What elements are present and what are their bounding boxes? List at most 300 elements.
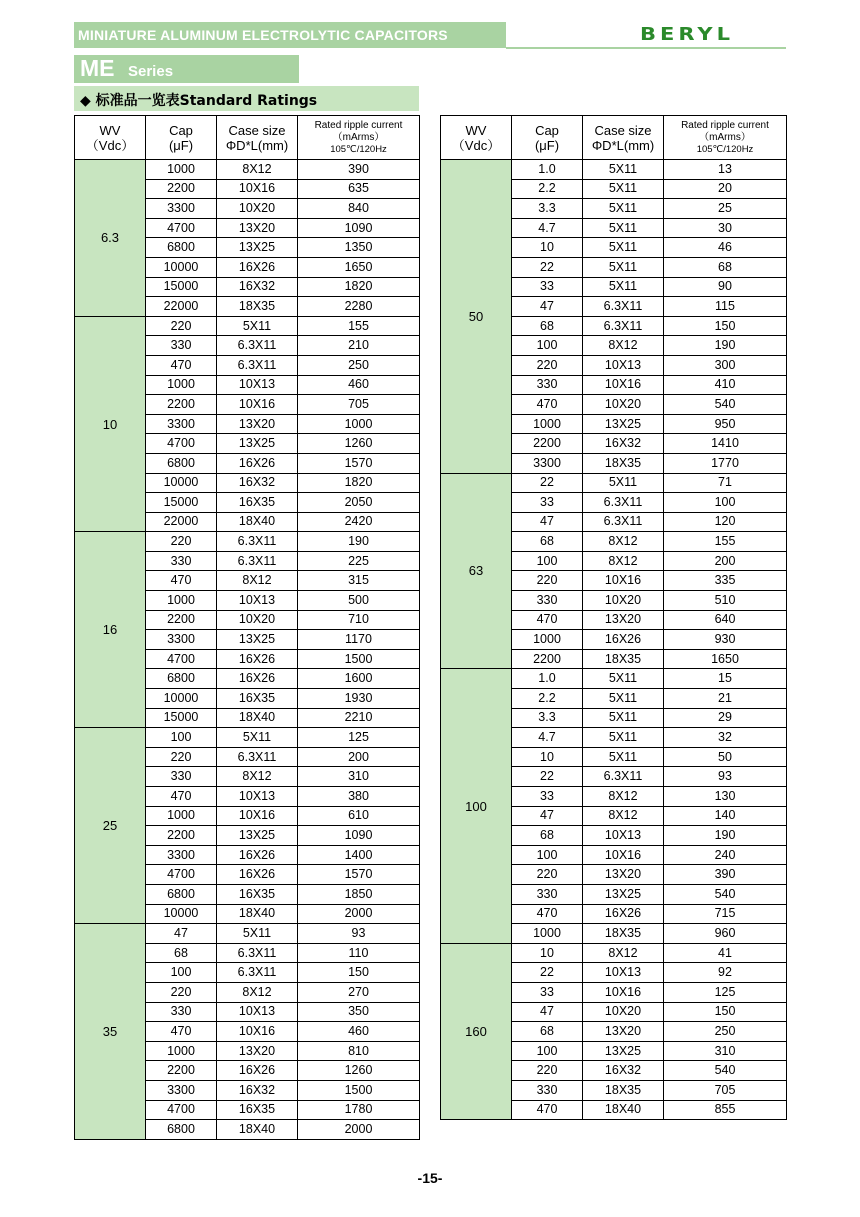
ripple-cell: 1930 xyxy=(298,689,420,709)
cap-cell: 220 xyxy=(512,865,583,885)
ripple-cell: 1090 xyxy=(298,826,420,846)
case-size-cell: 8X12 xyxy=(217,982,298,1002)
ripple-cell: 200 xyxy=(298,747,420,767)
cap-cell: 47 xyxy=(512,512,583,532)
cap-cell: 1000 xyxy=(512,414,583,434)
case-size-cell: 18X40 xyxy=(583,1100,664,1120)
table-header-row xyxy=(441,116,787,160)
ripple-cell: 1090 xyxy=(298,218,420,238)
header-divider xyxy=(506,47,786,49)
ripple-cell: 130 xyxy=(664,787,787,807)
ripple-cell: 500 xyxy=(298,591,420,611)
cap-cell: 15000 xyxy=(146,277,217,297)
cap-cell: 2200 xyxy=(146,826,217,846)
wv-cell: 25 xyxy=(75,728,146,924)
case-size-cell: 5X11 xyxy=(583,728,664,748)
case-size-cell: 18X40 xyxy=(217,904,298,924)
case-size-cell: 13X20 xyxy=(217,1041,298,1061)
wv-cell: 10 xyxy=(75,316,146,532)
cap-cell: 100 xyxy=(512,336,583,356)
ripple-cell: 190 xyxy=(664,826,787,846)
cap-cell: 10 xyxy=(512,943,583,963)
case-size-cell: 13X20 xyxy=(583,1022,664,1042)
cap-cell: 10 xyxy=(512,238,583,258)
case-size-cell: 16X32 xyxy=(583,434,664,454)
ripple-cell: 21 xyxy=(664,689,787,709)
ripple-cell: 25 xyxy=(664,199,787,219)
cap-cell: 22 xyxy=(512,963,583,983)
ripple-cell: 68 xyxy=(664,257,787,277)
cap-cell: 10000 xyxy=(146,257,217,277)
table-row xyxy=(75,728,420,748)
table-row xyxy=(75,532,420,552)
case-size-cell: 18X35 xyxy=(583,924,664,944)
case-size-cell: 8X12 xyxy=(217,571,298,591)
ripple-cell: 29 xyxy=(664,708,787,728)
col-header-cap: Cap (μF) xyxy=(146,116,217,160)
case-size-cell: 10X16 xyxy=(217,806,298,826)
ripple-cell: 1570 xyxy=(298,453,420,473)
col-header-cap: Cap (μF) xyxy=(512,116,583,160)
case-size-cell: 16X32 xyxy=(217,473,298,493)
ripple-cell: 2000 xyxy=(298,1120,420,1140)
cap-cell: 1.0 xyxy=(512,669,583,689)
case-size-cell: 5X11 xyxy=(217,728,298,748)
cap-cell: 220 xyxy=(512,355,583,375)
cap-cell: 3.3 xyxy=(512,708,583,728)
page-number: -15- xyxy=(417,1170,443,1186)
case-size-cell: 10X20 xyxy=(583,395,664,415)
cap-cell: 47 xyxy=(512,297,583,317)
cap-cell: 330 xyxy=(146,767,217,787)
ripple-cell: 1350 xyxy=(298,238,420,258)
ripple-cell: 310 xyxy=(664,1041,787,1061)
case-size-cell: 8X12 xyxy=(583,336,664,356)
case-size-cell: 5X11 xyxy=(583,218,664,238)
case-size-cell: 6.3X11 xyxy=(217,355,298,375)
section-heading xyxy=(74,86,419,111)
cap-cell: 330 xyxy=(512,375,583,395)
col-header-wv: WV （Vdc） xyxy=(75,116,146,160)
case-size-cell: 10X13 xyxy=(583,963,664,983)
case-size-cell: 6.3X11 xyxy=(217,943,298,963)
ripple-cell: 1570 xyxy=(298,865,420,885)
ripple-cell: 460 xyxy=(298,375,420,395)
wv-cell: 35 xyxy=(75,924,146,1140)
ripple-cell: 540 xyxy=(664,1061,787,1081)
cap-cell: 47 xyxy=(512,806,583,826)
case-size-cell: 16X32 xyxy=(217,277,298,297)
ripple-cell: 155 xyxy=(664,532,787,552)
case-size-cell: 6.3X11 xyxy=(217,336,298,356)
case-size-cell: 13X25 xyxy=(583,414,664,434)
wv-cell: 50 xyxy=(441,160,512,474)
ripple-cell: 1650 xyxy=(298,257,420,277)
ripple-cell: 855 xyxy=(664,1100,787,1120)
cap-cell: 68 xyxy=(512,532,583,552)
cap-cell: 100 xyxy=(512,551,583,571)
case-size-cell: 18X40 xyxy=(217,1120,298,1140)
case-size-cell: 5X11 xyxy=(217,924,298,944)
ripple-cell: 270 xyxy=(298,982,420,1002)
case-size-cell: 18X35 xyxy=(583,453,664,473)
cap-cell: 1000 xyxy=(512,924,583,944)
ripple-cell: 1850 xyxy=(298,884,420,904)
ripple-cell: 150 xyxy=(298,963,420,983)
cap-cell: 1000 xyxy=(146,591,217,611)
cap-cell: 68 xyxy=(512,1022,583,1042)
cap-cell: 470 xyxy=(146,787,217,807)
ripple-cell: 1500 xyxy=(298,649,420,669)
table-body-right xyxy=(441,160,787,1120)
cap-cell: 33 xyxy=(512,277,583,297)
case-size-cell: 5X11 xyxy=(583,199,664,219)
ripple-cell: 93 xyxy=(298,924,420,944)
section-title: ◆ 标准品一览表Standard Ratings xyxy=(80,93,318,109)
ripple-cell: 50 xyxy=(664,747,787,767)
cap-cell: 4.7 xyxy=(512,218,583,238)
cap-cell: 68 xyxy=(512,316,583,336)
case-size-cell: 16X26 xyxy=(217,1061,298,1081)
ripple-cell: 705 xyxy=(298,395,420,415)
case-size-cell: 6.3X11 xyxy=(583,493,664,513)
cap-cell: 6800 xyxy=(146,1120,217,1140)
ripple-cell: 540 xyxy=(664,884,787,904)
case-size-cell: 16X35 xyxy=(217,1100,298,1120)
cap-cell: 4700 xyxy=(146,649,217,669)
table-row xyxy=(441,669,787,689)
case-size-cell: 18X35 xyxy=(583,649,664,669)
ripple-cell: 2420 xyxy=(298,512,420,532)
cap-cell: 4700 xyxy=(146,1100,217,1120)
case-size-cell: 18X35 xyxy=(217,297,298,317)
ripple-cell: 350 xyxy=(298,1002,420,1022)
table-row xyxy=(75,924,420,944)
case-size-cell: 13X25 xyxy=(583,884,664,904)
ripple-cell: 2210 xyxy=(298,708,420,728)
case-size-cell: 18X40 xyxy=(217,512,298,532)
ripple-cell: 460 xyxy=(298,1022,420,1042)
case-size-cell: 5X11 xyxy=(583,473,664,493)
cap-cell: 47 xyxy=(512,1002,583,1022)
cap-cell: 3300 xyxy=(146,199,217,219)
ripple-cell: 380 xyxy=(298,787,420,807)
cap-cell: 470 xyxy=(512,1100,583,1120)
cap-cell: 1000 xyxy=(146,806,217,826)
wv-cell: 100 xyxy=(441,669,512,943)
ripple-cell: 125 xyxy=(664,982,787,1002)
case-size-cell: 16X26 xyxy=(583,904,664,924)
case-size-cell: 6.3X11 xyxy=(583,316,664,336)
case-size-cell: 8X12 xyxy=(217,767,298,787)
table-row xyxy=(441,160,787,180)
series-suffix: Series xyxy=(128,63,174,80)
ripple-cell: 150 xyxy=(664,316,787,336)
cap-cell: 6800 xyxy=(146,669,217,689)
cap-cell: 220 xyxy=(146,747,217,767)
ripple-cell: 41 xyxy=(664,943,787,963)
ripple-cell: 1170 xyxy=(298,630,420,650)
cap-cell: 2200 xyxy=(146,1061,217,1081)
ripple-cell: 2280 xyxy=(298,297,420,317)
series-name: ME xyxy=(80,55,115,81)
ripple-cell: 13 xyxy=(664,160,787,180)
ripple-cell: 810 xyxy=(298,1041,420,1061)
ripple-cell: 710 xyxy=(298,610,420,630)
ripple-cell: 15 xyxy=(664,669,787,689)
ripple-cell: 1400 xyxy=(298,845,420,865)
ripple-cell: 705 xyxy=(664,1080,787,1100)
cap-cell: 470 xyxy=(146,1022,217,1042)
ripple-cell: 635 xyxy=(298,179,420,199)
col-header-case-size: Case size ΦD*L(mm) xyxy=(217,116,298,160)
case-size-cell: 16X26 xyxy=(583,630,664,650)
cap-cell: 220 xyxy=(512,1061,583,1081)
case-size-cell: 8X12 xyxy=(583,806,664,826)
ripple-cell: 110 xyxy=(298,943,420,963)
case-size-cell: 8X12 xyxy=(217,160,298,180)
ripple-cell: 390 xyxy=(298,160,420,180)
case-size-cell: 16X26 xyxy=(217,669,298,689)
case-size-cell: 10X20 xyxy=(583,1002,664,1022)
case-size-cell: 16X26 xyxy=(217,865,298,885)
ripple-cell: 210 xyxy=(298,336,420,356)
case-size-cell: 10X16 xyxy=(583,982,664,1002)
case-size-cell: 16X35 xyxy=(217,689,298,709)
cap-cell: 6800 xyxy=(146,238,217,258)
cap-cell: 100 xyxy=(146,963,217,983)
cap-cell: 68 xyxy=(146,943,217,963)
case-size-cell: 5X11 xyxy=(583,747,664,767)
cap-cell: 100 xyxy=(146,728,217,748)
case-size-cell: 5X11 xyxy=(583,708,664,728)
cap-cell: 100 xyxy=(512,845,583,865)
ripple-cell: 30 xyxy=(664,218,787,238)
ripple-cell: 1260 xyxy=(298,1061,420,1081)
ripple-cell: 1820 xyxy=(298,473,420,493)
case-size-cell: 16X26 xyxy=(217,845,298,865)
cap-cell: 33 xyxy=(512,493,583,513)
case-size-cell: 5X11 xyxy=(583,277,664,297)
cap-cell: 470 xyxy=(512,904,583,924)
ripple-cell: 950 xyxy=(664,414,787,434)
ripple-cell: 410 xyxy=(664,375,787,395)
col-header-case-size: Case size ΦD*L(mm) xyxy=(583,116,664,160)
ripple-cell: 1260 xyxy=(298,434,420,454)
ripple-cell: 46 xyxy=(664,238,787,258)
case-size-cell: 10X20 xyxy=(583,591,664,611)
ripple-cell: 250 xyxy=(298,355,420,375)
case-size-cell: 6.3X11 xyxy=(583,297,664,317)
case-size-cell: 5X11 xyxy=(583,689,664,709)
table-row xyxy=(441,943,787,963)
ripple-cell: 225 xyxy=(298,551,420,571)
ripple-cell: 715 xyxy=(664,904,787,924)
cap-cell: 1.0 xyxy=(512,160,583,180)
case-size-cell: 13X25 xyxy=(583,1041,664,1061)
cap-cell: 1000 xyxy=(146,375,217,395)
ripple-cell: 100 xyxy=(664,493,787,513)
cap-cell: 6800 xyxy=(146,453,217,473)
ripple-cell: 1600 xyxy=(298,669,420,689)
case-size-cell: 16X32 xyxy=(217,1080,298,1100)
ripple-cell: 125 xyxy=(298,728,420,748)
cap-cell: 2.2 xyxy=(512,179,583,199)
ripple-cell: 250 xyxy=(664,1022,787,1042)
ripple-cell: 190 xyxy=(298,532,420,552)
cap-cell: 330 xyxy=(146,1002,217,1022)
case-size-cell: 13X20 xyxy=(217,218,298,238)
cap-cell: 15000 xyxy=(146,708,217,728)
cap-cell: 330 xyxy=(146,336,217,356)
cap-cell: 330 xyxy=(146,551,217,571)
wv-cell: 160 xyxy=(441,943,512,1119)
case-size-cell: 10X13 xyxy=(217,787,298,807)
cap-cell: 47 xyxy=(146,924,217,944)
wv-cell: 63 xyxy=(441,473,512,669)
case-size-cell: 16X35 xyxy=(217,493,298,513)
cap-cell: 330 xyxy=(512,884,583,904)
ripple-cell: 150 xyxy=(664,1002,787,1022)
cap-cell: 15000 xyxy=(146,493,217,513)
ripple-cell: 335 xyxy=(664,571,787,591)
cap-cell: 330 xyxy=(512,591,583,611)
case-size-cell: 16X32 xyxy=(583,1061,664,1081)
cap-cell: 3.3 xyxy=(512,199,583,219)
cap-cell: 220 xyxy=(146,532,217,552)
cap-cell: 220 xyxy=(146,982,217,1002)
case-size-cell: 10X13 xyxy=(583,826,664,846)
case-size-cell: 10X13 xyxy=(583,355,664,375)
ripple-cell: 2050 xyxy=(298,493,420,513)
ripple-cell: 1410 xyxy=(664,434,787,454)
ripple-cell: 640 xyxy=(664,610,787,630)
cap-cell: 4700 xyxy=(146,865,217,885)
cap-cell: 1000 xyxy=(146,160,217,180)
ripple-cell: 1780 xyxy=(298,1100,420,1120)
cap-cell: 10000 xyxy=(146,904,217,924)
ripple-cell: 300 xyxy=(664,355,787,375)
cap-cell: 22000 xyxy=(146,297,217,317)
ripple-cell: 840 xyxy=(298,199,420,219)
cap-cell: 1000 xyxy=(146,1041,217,1061)
case-size-cell: 8X12 xyxy=(583,943,664,963)
ripple-cell: 190 xyxy=(664,336,787,356)
cap-cell: 10 xyxy=(512,747,583,767)
cap-cell: 33 xyxy=(512,787,583,807)
ripple-cell: 930 xyxy=(664,630,787,650)
case-size-cell: 6.3X11 xyxy=(217,532,298,552)
ripple-cell: 390 xyxy=(664,865,787,885)
cap-cell: 3300 xyxy=(146,1080,217,1100)
cap-cell: 470 xyxy=(512,395,583,415)
cap-cell: 6800 xyxy=(146,884,217,904)
cap-cell: 3300 xyxy=(146,630,217,650)
ripple-cell: 140 xyxy=(664,806,787,826)
case-size-cell: 5X11 xyxy=(583,669,664,689)
case-size-cell: 6.3X11 xyxy=(583,512,664,532)
ripple-cell: 960 xyxy=(664,924,787,944)
col-header-wv: WV （Vdc） xyxy=(441,116,512,160)
cap-cell: 22000 xyxy=(146,512,217,532)
cap-cell: 2200 xyxy=(146,179,217,199)
case-size-cell: 10X20 xyxy=(217,610,298,630)
case-size-cell: 16X26 xyxy=(217,453,298,473)
ripple-cell: 90 xyxy=(664,277,787,297)
col-header-ripple: Rated ripple current （mArms） 105℃/120Hz xyxy=(298,116,420,160)
ratings-table-left xyxy=(74,115,420,1140)
cap-cell: 22 xyxy=(512,473,583,493)
wv-cell: 16 xyxy=(75,532,146,728)
case-size-cell: 10X20 xyxy=(217,199,298,219)
case-size-cell: 13X20 xyxy=(217,414,298,434)
ripple-cell: 1770 xyxy=(664,453,787,473)
case-size-cell: 6.3X11 xyxy=(583,767,664,787)
case-size-cell: 10X13 xyxy=(217,1002,298,1022)
case-size-cell: 5X11 xyxy=(217,316,298,336)
cap-cell: 470 xyxy=(512,610,583,630)
ripple-cell: 240 xyxy=(664,845,787,865)
ripple-cell: 510 xyxy=(664,591,787,611)
case-size-cell: 5X11 xyxy=(583,257,664,277)
cap-cell: 100 xyxy=(512,1041,583,1061)
case-size-cell: 13X20 xyxy=(583,865,664,885)
ripple-cell: 1000 xyxy=(298,414,420,434)
cap-cell: 2200 xyxy=(512,649,583,669)
case-size-cell: 5X11 xyxy=(583,238,664,258)
cap-cell: 33 xyxy=(512,982,583,1002)
ripple-cell: 120 xyxy=(664,512,787,532)
case-size-cell: 18X40 xyxy=(217,708,298,728)
case-size-cell: 6.3X11 xyxy=(217,551,298,571)
ripple-cell: 155 xyxy=(298,316,420,336)
ratings-table-right xyxy=(440,115,787,1120)
case-size-cell: 16X26 xyxy=(217,649,298,669)
case-size-cell: 10X16 xyxy=(583,845,664,865)
ripple-cell: 540 xyxy=(664,395,787,415)
cap-cell: 22 xyxy=(512,767,583,787)
case-size-cell: 13X25 xyxy=(217,826,298,846)
case-size-cell: 10X16 xyxy=(217,395,298,415)
cap-cell: 220 xyxy=(512,571,583,591)
cap-cell: 22 xyxy=(512,257,583,277)
ripple-cell: 115 xyxy=(664,297,787,317)
table-row xyxy=(441,473,787,493)
ripple-cell: 71 xyxy=(664,473,787,493)
case-size-cell: 8X12 xyxy=(583,532,664,552)
cap-cell: 4700 xyxy=(146,218,217,238)
ripple-cell: 610 xyxy=(298,806,420,826)
case-size-cell: 10X13 xyxy=(217,591,298,611)
case-size-cell: 18X35 xyxy=(583,1080,664,1100)
cap-cell: 4700 xyxy=(146,434,217,454)
cap-cell: 3300 xyxy=(146,845,217,865)
ripple-cell: 1650 xyxy=(664,649,787,669)
case-size-cell: 6.3X11 xyxy=(217,963,298,983)
case-size-cell: 5X11 xyxy=(583,179,664,199)
case-size-cell: 8X12 xyxy=(583,551,664,571)
ripple-cell: 32 xyxy=(664,728,787,748)
ripple-cell: 310 xyxy=(298,767,420,787)
cap-cell: 10000 xyxy=(146,473,217,493)
case-size-cell: 5X11 xyxy=(583,160,664,180)
case-size-cell: 10X16 xyxy=(583,571,664,591)
col-header-ripple: Rated ripple current （mArms） 105℃/120Hz xyxy=(664,116,787,160)
cap-cell: 2200 xyxy=(146,610,217,630)
ripple-cell: 20 xyxy=(664,179,787,199)
case-size-cell: 13X25 xyxy=(217,434,298,454)
ripple-cell: 1500 xyxy=(298,1080,420,1100)
